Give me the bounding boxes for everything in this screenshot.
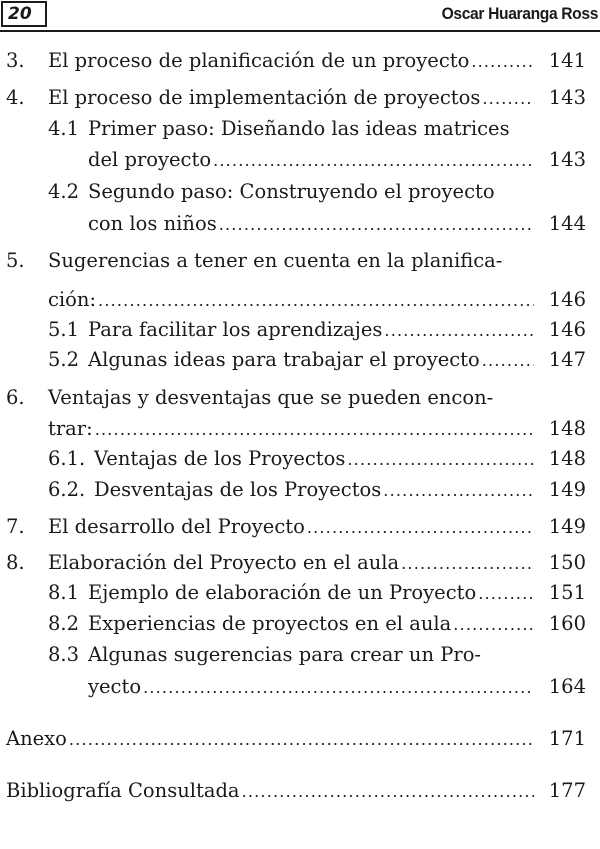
toc-entry-page: 143 [548,86,586,109]
toc-entry-title: Ventajas de los Proyectos [94,447,346,470]
toc-entry-title: Para facilitar los aprendizajes [88,318,383,341]
toc-entry-title-continued: trar: [48,417,93,440]
toc-entry-page: 143 [548,148,586,171]
toc-entry [48,640,586,670]
toc-entry-number: 3. [6,49,25,72]
leader-dots [69,725,534,754]
toc-entry-page: 146 [548,318,586,341]
toc-entry-title: Algunas ideas para trabajar el proyecto [88,348,480,371]
toc-entry-title-continued: ción: [48,288,97,311]
toc-entry-page: 151 [548,581,586,604]
toc-entry-number: 6.2. [48,478,86,501]
toc-entry-page: 148 [548,447,586,470]
leader-dots [242,777,534,806]
toc-entry-page: 144 [548,212,586,235]
toc-entry-page: 148 [548,417,586,440]
toc-entry-page: 146 [548,288,586,311]
toc-entry-title-continued: con los niños [88,212,217,235]
leader-dots [213,146,534,175]
toc-entry-continuation [48,414,586,444]
toc-entry-title: El desarrollo del Proyecto [48,515,305,538]
toc-entry-number: 8.2 [48,612,80,635]
toc-entry-page: 149 [548,515,586,538]
page-header [0,0,600,32]
toc-entry-number: 4.1 [48,117,80,140]
toc-entry-page: 171 [548,727,586,750]
toc-entry [48,475,586,505]
toc-entry-title: El proceso de implementación de proyectos [48,86,481,109]
toc-entry-title: Bibliografía Consultada [6,779,240,802]
leader-dots [384,316,534,345]
toc-entry [48,345,586,375]
leader-dots [471,47,534,76]
toc-entry-continuation [88,145,586,175]
toc-entry-continuation [88,209,586,239]
toc-entry-title: Desventajas de los Proyectos [94,478,382,501]
running-head-author: Oscar Huaranga Ross [441,4,598,23]
toc-entry-title: El proceso de planificación de un proyecto [48,49,470,72]
toc-entry-title: Elaboración del Proyecto en el aula [48,551,400,574]
leader-dots [95,415,534,444]
toc-entry [6,724,586,754]
toc-entry-continuation [48,285,586,315]
toc-entry-number: 8. [6,551,25,574]
header-rule [0,30,600,32]
toc-entry-title: Anexo [6,727,67,750]
leader-dots [478,579,534,608]
page-number: 20 [1,1,47,27]
toc-entry-number: 4. [6,86,25,109]
leader-dots [98,286,534,315]
toc-entry [6,512,586,542]
toc-entry-page: 150 [548,551,586,574]
toc-entry-number: 6. [6,386,25,409]
toc-entry-page: 141 [548,49,586,72]
toc-entry [48,578,586,608]
leader-dots [143,673,534,702]
toc-entry [48,177,586,207]
toc-entry-title: Ejemplo de elaboración de un Proyecto [88,581,477,604]
toc-entry-number: 6.1. [48,447,86,470]
toc-entry-number: 5. [6,249,25,272]
toc-entry-title: Segundo paso: Construyendo el proyecto [88,180,495,203]
toc-entry [6,548,586,578]
leader-dots [401,549,534,578]
toc-entry-title-continued: yecto [88,675,142,698]
toc-entry-number: 4.2 [48,180,80,203]
toc-entry [6,383,586,413]
toc-entry-page: 160 [548,612,586,635]
toc-entry-number: 5.2 [48,348,80,371]
toc-entry-title-continued: del proyecto [88,148,212,171]
leader-dots [482,346,534,375]
toc-entry [6,246,586,276]
toc-entry-continuation [88,672,586,702]
toc-entry-title: Sugerencias a tener en cuenta en la planifica- [48,249,503,272]
toc-entry-page: 164 [548,675,586,698]
toc-entry-number: 8.1 [48,581,80,604]
toc-entry-number: 8.3 [48,643,80,666]
toc-entry-title: Ventajas y desventajas que se pueden encon- [48,386,494,409]
toc-entry-number: 5.1 [48,318,80,341]
toc-entry [48,315,586,345]
leader-dots [347,445,534,474]
toc-entry-page: 149 [548,478,586,501]
leader-dots [482,84,534,113]
toc-entry-page: 177 [548,779,586,802]
toc-entry [48,609,586,639]
toc-entry-page: 147 [548,348,586,371]
leader-dots [219,210,534,239]
leader-dots [453,610,534,639]
leader-dots [307,513,534,542]
toc-entry-title: Algunas sugerencias para crear un Pro- [88,643,482,666]
toc-entry-title: Experiencias de proyectos en el aula [88,612,452,635]
toc-entry [48,114,586,144]
leader-dots [383,476,534,505]
toc-entry [6,776,586,806]
toc-entry [48,444,586,474]
toc-entry [6,83,586,113]
toc-entry-title: Primer paso: Diseñando las ideas matrices [88,117,510,140]
toc-entry-number: 7. [6,515,25,538]
toc-entry [6,46,586,76]
